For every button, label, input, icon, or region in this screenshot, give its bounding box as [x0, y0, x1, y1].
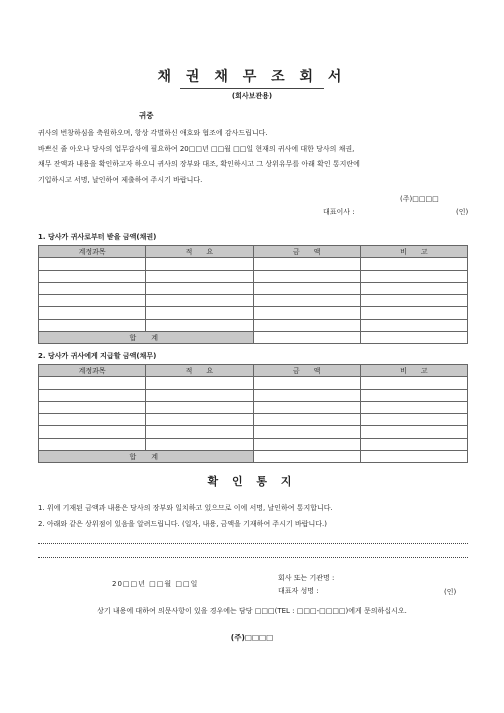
table-cell[interactable]: [146, 295, 253, 307]
table-cell[interactable]: [253, 295, 360, 307]
table-cell[interactable]: [253, 401, 360, 413]
sender-representative-label: 대표이사 :: [323, 208, 355, 216]
section2-title: 2. 당사가 귀사에게 지급할 금액(채무): [38, 352, 157, 360]
table-cell[interactable]: [360, 426, 467, 438]
table-cell[interactable]: [253, 389, 360, 401]
column-header: 적 요: [146, 365, 253, 377]
column-header: 비 고: [360, 246, 467, 258]
table-cell[interactable]: [39, 401, 146, 413]
confirmation-seal: (인): [444, 588, 457, 596]
table-row: [39, 258, 468, 270]
body-line: 바쁘신 줄 아오나 당사의 업무감사에 필요하여 20□□년 □□월 □□일 현재의 귀사에 대한 당사의 채권,: [38, 144, 355, 153]
total-row: [39, 451, 468, 463]
document-title: 채 권 채 무 조 회 서: [157, 69, 347, 85]
table-cell[interactable]: [360, 401, 467, 413]
table-cell[interactable]: [253, 307, 360, 319]
request-body: [38, 126, 468, 188]
table-cell[interactable]: [253, 426, 360, 438]
confirmation-item-2: 2. 아래와 같은 상위점이 있음을 알려드립니다. (일자, 내용, 금액을 기재하여 주시기 바랍니다.): [38, 520, 327, 528]
column-header: 적 요: [146, 246, 253, 258]
sender-company: (주)□□□□: [400, 195, 439, 203]
table-row: [39, 307, 468, 319]
table-cell[interactable]: [39, 282, 146, 294]
column-header: 계정과목: [39, 365, 146, 377]
total-row: [39, 332, 468, 344]
table-cell[interactable]: [253, 319, 360, 331]
table-cell[interactable]: [39, 319, 146, 331]
table-cell[interactable]: [360, 270, 467, 282]
body-line: 채무 잔액과 내용을 확인하고자 하오니 귀사의 장부와 대조, 확인하시고 그 상위유무를 아래 확인 통지란에: [38, 160, 360, 168]
table-cell[interactable]: [39, 414, 146, 426]
table-cell[interactable]: [146, 258, 253, 270]
table-row: [39, 270, 468, 282]
total-label: 합 계: [39, 332, 254, 344]
body-line: 기입하시고 서명, 날인하여 제출하여 주시기 바랍니다.: [38, 175, 203, 184]
table-cell[interactable]: [39, 307, 146, 319]
body-line: 귀사의 번창하심을 축원하오며, 항상 각별하신 애호와 협조에 감사드립니다.: [38, 129, 268, 137]
table-header-row: [39, 246, 468, 258]
footer-company: (주)□□□□: [230, 633, 274, 642]
column-header: 계정과목: [39, 246, 146, 258]
dotted-line-1: [38, 543, 468, 544]
organization-name-label: 회사 또는 기관명 :: [278, 574, 335, 582]
table-cell[interactable]: [146, 426, 253, 438]
confirmation-date: 20□□년 □□월 □□일: [112, 580, 199, 588]
table-cell[interactable]: [360, 414, 467, 426]
title-underline: [180, 88, 324, 89]
table-cell[interactable]: [39, 295, 146, 307]
table-cell[interactable]: [253, 438, 360, 450]
table-cell[interactable]: [253, 258, 360, 270]
table-cell[interactable]: [146, 307, 253, 319]
table-cell[interactable]: [360, 295, 467, 307]
table-cell[interactable]: [360, 307, 467, 319]
table-cell[interactable]: [146, 377, 253, 389]
table-cell[interactable]: [39, 426, 146, 438]
table-cell[interactable]: [146, 414, 253, 426]
table-cell[interactable]: [39, 377, 146, 389]
table-row: [39, 414, 468, 426]
table-cell[interactable]: [253, 270, 360, 282]
table-cell[interactable]: [39, 258, 146, 270]
table-cell[interactable]: [253, 414, 360, 426]
table-cell[interactable]: [39, 389, 146, 401]
column-header: 금 액: [253, 365, 360, 377]
table-cell[interactable]: [146, 438, 253, 450]
table-cell[interactable]: [360, 258, 467, 270]
contact-notice: 상기 내용에 대하여 의문사항이 있을 경우에는 담당 □□□(TEL : □□□-□□□□)에게 문의하십시오.: [97, 607, 407, 615]
table-row: [39, 319, 468, 331]
table-cell[interactable]: [39, 438, 146, 450]
representative-name-label: 대표자 성명 :: [278, 587, 319, 595]
table-cell[interactable]: [146, 282, 253, 294]
total-note-cell[interactable]: [360, 451, 467, 463]
table-row: [39, 438, 468, 450]
total-amount-cell[interactable]: [253, 451, 360, 463]
table-cell[interactable]: [253, 282, 360, 294]
total-amount-cell[interactable]: [253, 332, 360, 344]
table-cell[interactable]: [360, 389, 467, 401]
document-subtitle: (회사보관용): [231, 92, 273, 100]
table-cell[interactable]: [360, 377, 467, 389]
table-row: [39, 377, 468, 389]
receivables-table: [38, 245, 468, 344]
total-label: 합 계: [39, 451, 254, 463]
table-cell[interactable]: [360, 438, 467, 450]
table-row: [39, 426, 468, 438]
column-header: 금 액: [253, 246, 360, 258]
table-cell[interactable]: [39, 270, 146, 282]
dotted-line-2: [38, 557, 468, 558]
total-note-cell[interactable]: [360, 332, 467, 344]
sender-seal: (인): [456, 208, 469, 216]
table-row: [39, 295, 468, 307]
column-header: 비 고: [360, 365, 467, 377]
table-cell[interactable]: [360, 282, 467, 294]
confirmation-title: 확 인 통 지: [207, 475, 297, 488]
table-cell[interactable]: [360, 319, 467, 331]
table-row: [39, 401, 468, 413]
section1-title: 1. 당사가 귀사로부터 받을 금액(채권): [38, 233, 157, 241]
confirmation-item-1: 1. 위에 기재된 금액과 내용은 당사의 장부와 일치하고 있으므로 이에 서명, 날인하여 통지합니다.: [38, 504, 333, 512]
table-cell[interactable]: [146, 401, 253, 413]
payables-table: [38, 364, 468, 463]
table-cell[interactable]: [146, 389, 253, 401]
table-row: [39, 389, 468, 401]
recipient-label: 귀중: [139, 111, 154, 120]
table-row: [39, 282, 468, 294]
table-cell[interactable]: [146, 319, 253, 331]
table-header-row: [39, 365, 468, 377]
table-cell[interactable]: [253, 377, 360, 389]
table-cell[interactable]: [146, 270, 253, 282]
